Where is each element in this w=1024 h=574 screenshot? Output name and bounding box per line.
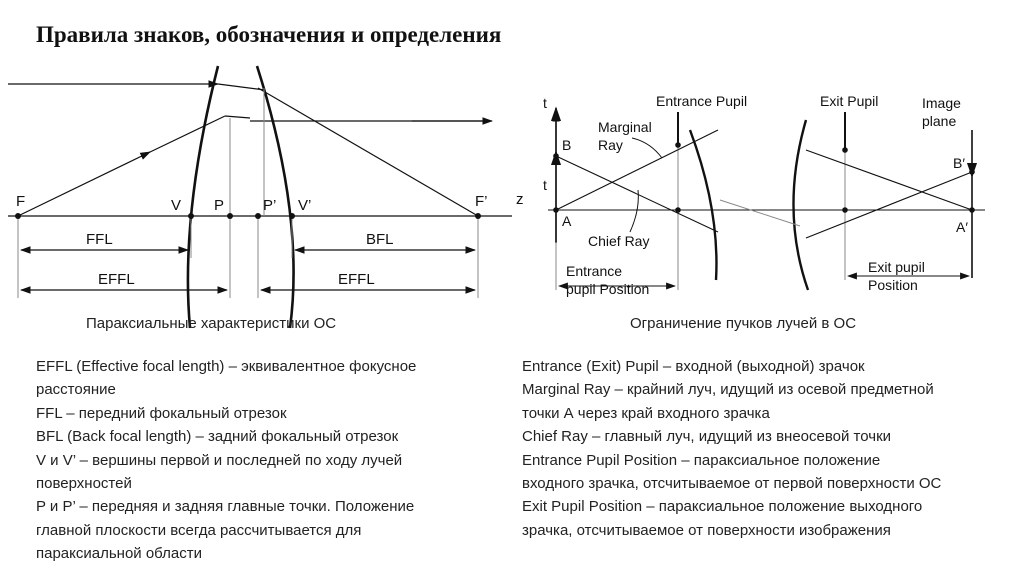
left-caption: Параксиальные характеристики ОС: [86, 315, 337, 332]
left-definition-line: поверхностей: [36, 475, 132, 493]
marginal-ray-segment: [556, 130, 718, 210]
right-definitions: [522, 355, 1017, 542]
left-definition-line: параксиальной области: [36, 545, 202, 563]
first-surface: [690, 130, 716, 280]
point-v: [188, 213, 194, 219]
label-b-prime: B′: [953, 155, 965, 171]
label-f: F: [16, 193, 26, 210]
label-a-prime: A′: [956, 219, 968, 235]
left-definition-line: главной плоскости всегда рассчитывается для: [36, 521, 362, 539]
label-a: A: [562, 213, 572, 229]
label-p: P: [214, 197, 225, 214]
label-z: z: [516, 191, 524, 208]
label-v-prime: V’: [298, 197, 312, 214]
label-v: V: [171, 197, 182, 214]
label-marginal-ray-2: Ray: [598, 137, 623, 153]
point-b: [553, 153, 559, 159]
point-v-prime: [289, 213, 295, 219]
label-p-prime: P’: [263, 197, 277, 214]
right-definition-line: Entrance Pupil Position – параксиальное положение: [522, 451, 881, 469]
label-t-mid: t: [543, 177, 547, 193]
left-definition-line: EFFL (Effective focal length) – эквивалентное фокусное: [36, 358, 417, 375]
label-marginal-ray-1: Marginal: [598, 119, 652, 135]
chief-ray-segment: [556, 156, 718, 232]
right-definition-line: точки А через край входного зрачка: [522, 404, 770, 422]
point-p-prime: [255, 213, 261, 219]
page-title: Правила знаков, обозначения и определения: [36, 22, 502, 47]
right-definition-line: Chief Ray – главный луч, идущий из внеосевой точки: [522, 428, 892, 446]
right-definition-line: Exit Pupil Position – параксиальное положение выходного: [522, 498, 923, 516]
right-definition-line: Marginal Ray – крайний луч, идущий из осевой предметной: [522, 381, 934, 399]
label-effl-left: EFFL: [98, 271, 135, 288]
label-image-plane-2: plane: [922, 113, 957, 129]
chief-ray-leader: [630, 190, 638, 232]
left-definition-line: расстояние: [36, 381, 116, 399]
left-definition-line: V и V’ – вершины первой и последней по ходу лучей: [36, 451, 403, 469]
label-effl-right: EFFL: [338, 271, 375, 288]
left-definition-line: BFL (Back focal length) – задний фокальный отрезок: [36, 428, 399, 446]
marginal-ray-leader: [632, 138, 662, 158]
label-ffl: FFL: [86, 231, 113, 248]
right-definition-line: входного зрачка, отсчитываемое от первой поверхности ОС: [522, 475, 942, 493]
left-definitions: [36, 355, 506, 566]
last-surface: [793, 120, 808, 290]
label-f-prime: F’: [475, 193, 488, 210]
label-entrance-position-1: Entrance: [566, 263, 623, 279]
label-chief-ray: Chief Ray: [588, 233, 650, 249]
right-definition-line: Entrance (Exit) Pupil – входной (выходной) зрачок: [522, 358, 865, 375]
left-definition-line: P и P’ – передняя и задняя главные точки. Положение: [36, 498, 415, 516]
point-f: [15, 213, 21, 219]
point-b-prime: [969, 169, 975, 175]
label-exit-position-1: Exit pupil: [868, 259, 925, 275]
point-a: [553, 207, 559, 213]
label-bfl: BFL: [366, 231, 394, 248]
right-caption: Ограничение пучков лучей в ОС: [630, 315, 857, 332]
left-definition-line: FFL – передний фокальный отрезок: [36, 404, 287, 422]
point-a-prime: [969, 207, 975, 213]
label-b: B: [562, 137, 572, 153]
right-definition-line: зрачка, отсчитываемое от поверхности изображения: [522, 521, 891, 539]
point-f-prime: [475, 213, 481, 219]
point-p: [227, 213, 233, 219]
ray-to-f-prime: [258, 88, 478, 216]
label-entrance-pupil: Entrance Pupil: [656, 93, 748, 109]
label-entrance-position-2: pupil Position: [566, 281, 650, 297]
ray-from-f: [18, 152, 150, 216]
paraxial-diagram: [8, 66, 512, 328]
label-t-axis: t: [543, 95, 547, 111]
label-image-plane-1: Image: [922, 95, 961, 111]
label-exit-position-2: Position: [868, 277, 918, 293]
label-exit-pupil: Exit Pupil: [820, 93, 879, 109]
